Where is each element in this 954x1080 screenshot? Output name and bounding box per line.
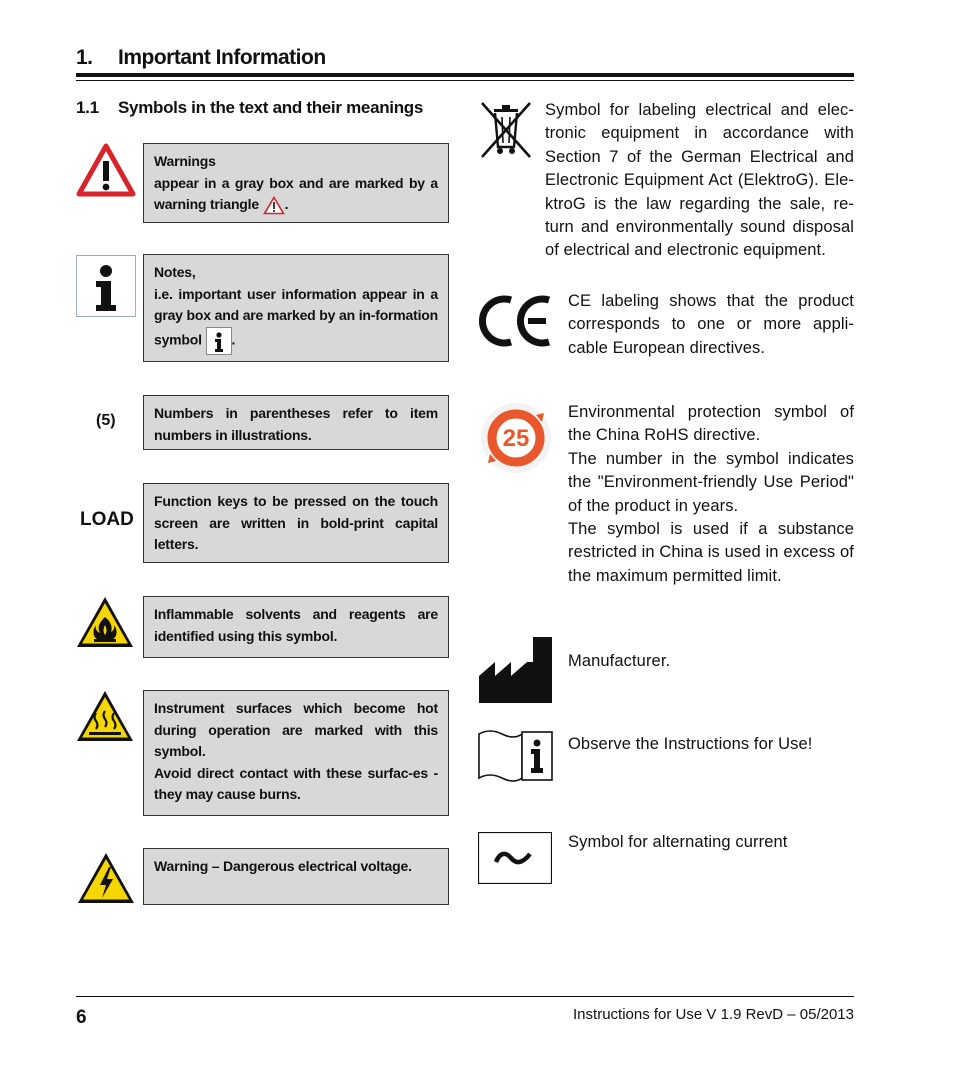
electrical-box: [143, 848, 449, 905]
document-info: Instructions for Use V 1.9 RevD – 05/2013: [573, 1006, 854, 1023]
info-icon: [76, 255, 136, 317]
function-keys-box: [143, 483, 449, 563]
numbers-box: [143, 395, 449, 450]
chapter-title: Important Information: [118, 46, 326, 69]
flammable-icon: [75, 595, 135, 649]
warnings-box: [143, 143, 449, 223]
small-warning-triangle-icon: [263, 196, 285, 215]
ce-text: CE labeling shows that the product corresponds to one or more appli-cable European directives.: [568, 292, 854, 357]
header-rule: [76, 73, 854, 77]
function-key-label: LOAD: [80, 509, 134, 530]
section-title: Symbols in the text and their meanings: [118, 98, 424, 117]
alternating-current-icon: [478, 832, 552, 884]
notes-end: .: [231, 331, 236, 348]
rohs-line2: The number in the symbol indicates the "Environment-friendly Use Period" of the product in years.: [568, 449, 854, 515]
electrical-hazard-icon: [76, 851, 136, 905]
weee-bin-icon: [478, 101, 534, 159]
numbers-body: Numbers in parentheses refer to item numbers in illustrations.: [154, 405, 438, 443]
header-rule-thin: [76, 80, 854, 81]
warning-triangle-icon: [76, 143, 136, 197]
instructions-book-icon: [478, 728, 554, 782]
rohs-line1: Environmental protection symbol of the China RoHS directive.: [568, 403, 854, 445]
electrical-body: Warning – Dangerous electrical voltage.: [154, 858, 412, 874]
hot-surface-line2: Avoid direct contact with these surfac-es - they may cause burns.: [154, 764, 438, 802]
small-info-icon: [206, 327, 232, 355]
rohs-text: [568, 401, 854, 588]
notes-title: Notes,: [154, 264, 196, 280]
ac-text: Symbol for alternating current: [568, 833, 788, 851]
warnings-title: Warnings: [154, 153, 216, 169]
ce-mark-icon: [478, 294, 554, 348]
hot-surface-icon: [75, 689, 135, 743]
page-number: 6: [76, 1007, 87, 1028]
warnings-body: appear in a gray box and are marked by a warning triangle: [154, 174, 438, 212]
manufacturer-icon: [478, 636, 554, 704]
flammable-body: Inflammable solvents and reagents are identified using this symbol.: [154, 606, 438, 644]
rohs-number: 25: [502, 425, 530, 452]
ifu-text: Observe the Instructions for Use!: [568, 735, 813, 753]
chapter-heading: [76, 46, 326, 70]
notes-body: i.e. important user information appear in a gray box and are marked by an in-formation symbol: [154, 285, 438, 348]
hot-surface-line1: Instrument surfaces which become hot during operation are marked with this symbol.: [154, 700, 438, 759]
chapter-number: 1.: [76, 46, 93, 69]
item-number-label: (5): [96, 412, 116, 429]
section-number: 1.1: [76, 98, 99, 117]
hot-surface-box: [143, 690, 449, 816]
china-rohs-icon: [478, 401, 554, 475]
warnings-end: .: [284, 196, 289, 212]
notes-box: [143, 254, 449, 362]
flammable-box: [143, 596, 449, 658]
section-heading: [76, 98, 423, 118]
manufacturer-text: Manufacturer.: [568, 652, 671, 670]
function-keys-body: Function keys to be pressed on the touch screen are written in bold-print capital letters.: [154, 493, 438, 552]
rohs-line3: The symbol is used if a substance restricted in China is used in excess of the maximum permitted limit.: [568, 520, 854, 585]
footer-rule: [76, 996, 854, 997]
weee-text: Symbol for labeling electrical and elec-tronic equipment in accordance with Section 7 of the German Electrical and Electronic Equipment Act (ElektroG). Ele-ktroG is the law regarding the sale, re-turn and environmentally sound disposal of electrical and electronic equipment.: [545, 101, 854, 260]
